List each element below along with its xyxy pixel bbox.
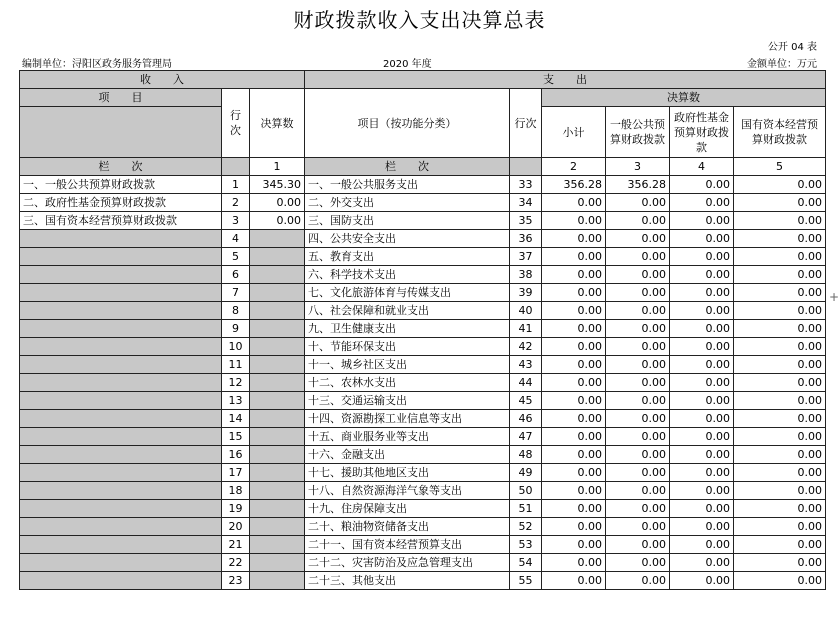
expense-item-cell: 二十三、其他支出	[305, 572, 510, 590]
amount-cell: 345.30	[250, 176, 305, 194]
state-cell: 0.00	[734, 500, 826, 518]
state-cell: 0.00	[734, 536, 826, 554]
table-row	[20, 320, 826, 338]
state-cell: 0.00	[734, 554, 826, 572]
row-number-cell: 16	[222, 446, 250, 464]
fund-cell: 0.00	[670, 356, 734, 374]
table-row	[20, 536, 826, 554]
row-number-cell: 8	[222, 302, 250, 320]
header-row-2	[20, 89, 826, 107]
row-number-cell: 2	[222, 194, 250, 212]
fund-cell: 0.00	[670, 302, 734, 320]
table-row	[20, 428, 826, 446]
general-cell: 0.00	[606, 212, 670, 230]
row-number-cell: 20	[222, 518, 250, 536]
income-item-cell	[20, 302, 222, 320]
amount-cell	[250, 572, 305, 590]
state-cell: 0.00	[734, 428, 826, 446]
general-cell: 0.00	[606, 302, 670, 320]
fund-cell: 0.00	[670, 482, 734, 500]
table-row	[20, 194, 826, 212]
general-cell: 0.00	[606, 554, 670, 572]
row-number-cell: 6	[222, 266, 250, 284]
fund-cell: 0.00	[670, 392, 734, 410]
general-cell: 0.00	[606, 572, 670, 590]
amount-cell	[250, 536, 305, 554]
subtotal-cell: 0.00	[542, 536, 606, 554]
row-number2-cell: 44	[510, 374, 542, 392]
item-header-fill	[20, 107, 222, 158]
income-item-cell	[20, 392, 222, 410]
income-item-cell	[20, 338, 222, 356]
amount-header: 决算数	[250, 89, 305, 158]
fund-cell: 0.00	[670, 338, 734, 356]
func-item-header: 项目（按功能分类）	[305, 89, 510, 158]
expense-item-cell: 七、文化旅游体育与传媒支出	[305, 284, 510, 302]
income-item-cell	[20, 374, 222, 392]
amount-cell	[250, 302, 305, 320]
table-code: 公开 04 表	[767, 42, 817, 53]
expense-item-cell: 十九、住房保障支出	[305, 500, 510, 518]
row-number2-cell: 43	[510, 356, 542, 374]
state-cell: 0.00	[734, 320, 826, 338]
general-cell: 0.00	[606, 338, 670, 356]
income-item-cell	[20, 446, 222, 464]
amount-cell	[250, 482, 305, 500]
row-number2-cell: 48	[510, 446, 542, 464]
col-1: 1	[250, 158, 305, 176]
expense-item-cell: 十二、农林水支出	[305, 374, 510, 392]
subtotal-cell: 0.00	[542, 302, 606, 320]
fund-cell: 0.00	[670, 446, 734, 464]
row-number-cell: 7	[222, 284, 250, 302]
general-cell: 0.00	[606, 446, 670, 464]
col-blank	[222, 158, 250, 176]
amount-cell	[250, 374, 305, 392]
row-number-cell: 4	[222, 230, 250, 248]
row-number2-cell: 37	[510, 248, 542, 266]
expense-item-cell: 十三、交通运输支出	[305, 392, 510, 410]
row-number-cell: 19	[222, 500, 250, 518]
table-row	[20, 266, 826, 284]
general-cell: 0.00	[606, 464, 670, 482]
final-group-header: 决算数	[542, 89, 826, 107]
income-item-cell	[20, 428, 222, 446]
expense-item-cell: 十七、援助其他地区支出	[305, 464, 510, 482]
table-row	[20, 176, 826, 194]
subtotal-cell: 0.00	[542, 338, 606, 356]
fund-cell: 0.00	[670, 176, 734, 194]
income-item-cell	[20, 554, 222, 572]
state-cell: 0.00	[734, 410, 826, 428]
subtotal-cell: 0.00	[542, 284, 606, 302]
general-cell: 0.00	[606, 194, 670, 212]
row-number2-cell: 55	[510, 572, 542, 590]
col-blank-2	[510, 158, 542, 176]
row-number-cell: 9	[222, 320, 250, 338]
state-cell: 0.00	[734, 518, 826, 536]
general-header: 一般公共预算财政拨款	[606, 107, 670, 158]
table-row	[20, 374, 826, 392]
income-item-cell: 二、政府性基金预算财政拨款	[20, 194, 222, 212]
subtotal-cell: 0.00	[542, 248, 606, 266]
subtotal-cell: 0.00	[542, 518, 606, 536]
state-cell: 0.00	[734, 266, 826, 284]
row-number-cell: 10	[222, 338, 250, 356]
header-row-1	[20, 71, 826, 89]
subtotal-cell: 0.00	[542, 266, 606, 284]
income-item-cell	[20, 320, 222, 338]
state-cell: 0.00	[734, 446, 826, 464]
col-4: 4	[670, 158, 734, 176]
income-item-cell: 一、一般公共预算财政拨款	[20, 176, 222, 194]
subtotal-cell: 0.00	[542, 572, 606, 590]
report-table	[19, 70, 826, 590]
general-cell: 0.00	[606, 428, 670, 446]
row-number2-cell: 54	[510, 554, 542, 572]
fund-cell: 0.00	[670, 284, 734, 302]
subtotal-cell: 0.00	[542, 392, 606, 410]
fund-cell: 0.00	[670, 572, 734, 590]
row-number2-cell: 35	[510, 212, 542, 230]
fund-header: 政府性基金预算财政拨款	[670, 107, 734, 158]
table-row	[20, 284, 826, 302]
table-row	[20, 302, 826, 320]
state-cell: 0.00	[734, 338, 826, 356]
expense-item-cell: 十五、商业服务业等支出	[305, 428, 510, 446]
row-number2-cell: 51	[510, 500, 542, 518]
table-row	[20, 500, 826, 518]
fund-cell: 0.00	[670, 230, 734, 248]
general-cell: 0.00	[606, 320, 670, 338]
table-row	[20, 356, 826, 374]
income-item-cell	[20, 464, 222, 482]
state-cell: 0.00	[734, 392, 826, 410]
table-row	[20, 572, 826, 590]
fund-cell: 0.00	[670, 410, 734, 428]
general-cell: 0.00	[606, 284, 670, 302]
fund-cell: 0.00	[670, 194, 734, 212]
income-item-cell: 三、国有资本经营预算财政拨款	[20, 212, 222, 230]
expense-item-cell: 十四、资源勘探工业信息等支出	[305, 410, 510, 428]
col-5: 5	[734, 158, 826, 176]
fund-cell: 0.00	[670, 554, 734, 572]
fund-cell: 0.00	[670, 374, 734, 392]
row-number-cell: 14	[222, 410, 250, 428]
state-cell: 0.00	[734, 464, 826, 482]
expense-item-cell: 五、教育支出	[305, 248, 510, 266]
expense-item-cell: 三、国防支出	[305, 212, 510, 230]
subtotal-cell: 0.00	[542, 212, 606, 230]
state-cell: 0.00	[734, 356, 826, 374]
expense-item-cell: 一、一般公共服务支出	[305, 176, 510, 194]
fund-cell: 0.00	[670, 500, 734, 518]
fund-cell: 0.00	[670, 536, 734, 554]
expense-item-cell: 十、节能环保支出	[305, 338, 510, 356]
table-row	[20, 518, 826, 536]
fund-cell: 0.00	[670, 212, 734, 230]
fund-cell: 0.00	[670, 266, 734, 284]
row-number-cell: 5	[222, 248, 250, 266]
table-row	[20, 212, 826, 230]
row-number-cell: 21	[222, 536, 250, 554]
amount-cell: 0.00	[250, 212, 305, 230]
state-cell: 0.00	[734, 482, 826, 500]
col-label-2: 栏 次	[305, 158, 510, 176]
expense-item-cell: 八、社会保障和就业支出	[305, 302, 510, 320]
general-cell: 0.00	[606, 482, 670, 500]
table-row	[20, 554, 826, 572]
table-row	[20, 410, 826, 428]
row-number2-cell: 40	[510, 302, 542, 320]
table-row	[20, 338, 826, 356]
subtotal-cell: 0.00	[542, 464, 606, 482]
income-header: 收 入	[20, 71, 305, 89]
table-row	[20, 464, 826, 482]
add-column-icon[interactable]: +	[828, 290, 839, 304]
expense-item-cell: 四、公共安全支出	[305, 230, 510, 248]
fund-cell: 0.00	[670, 320, 734, 338]
general-cell: 0.00	[606, 374, 670, 392]
compiling-unit: 编制单位：浔阳区政务服务管理局	[22, 59, 172, 70]
expense-item-cell: 十六、金融支出	[305, 446, 510, 464]
row-number-cell: 11	[222, 356, 250, 374]
row-number2-cell: 52	[510, 518, 542, 536]
fund-cell: 0.00	[670, 464, 734, 482]
table-row	[20, 446, 826, 464]
expense-item-cell: 十八、自然资源海洋气象等支出	[305, 482, 510, 500]
state-cell: 0.00	[734, 302, 826, 320]
expense-item-cell: 二十二、灾害防治及应急管理支出	[305, 554, 510, 572]
column-number-row	[20, 158, 826, 176]
row-number-cell: 1	[222, 176, 250, 194]
amount-cell	[250, 500, 305, 518]
subtotal-cell: 0.00	[542, 482, 606, 500]
row-number2-cell: 36	[510, 230, 542, 248]
amount-cell	[250, 338, 305, 356]
amount-cell	[250, 446, 305, 464]
amount-cell	[250, 248, 305, 266]
income-item-cell	[20, 518, 222, 536]
amount-cell	[250, 518, 305, 536]
expense-item-cell: 二、外交支出	[305, 194, 510, 212]
row-number2-cell: 45	[510, 392, 542, 410]
state-cell: 0.00	[734, 284, 826, 302]
state-cell: 0.00	[734, 212, 826, 230]
subtotal-header: 小计	[542, 107, 606, 158]
expense-item-cell: 二十、粮油物资储备支出	[305, 518, 510, 536]
income-item-cell	[20, 266, 222, 284]
row-number2-cell: 42	[510, 338, 542, 356]
col-label: 栏 次	[20, 158, 222, 176]
row-number-cell: 13	[222, 392, 250, 410]
amount-cell	[250, 284, 305, 302]
general-cell: 0.00	[606, 356, 670, 374]
state-cell: 0.00	[734, 230, 826, 248]
general-cell: 356.28	[606, 176, 670, 194]
subtotal-cell: 0.00	[542, 446, 606, 464]
state-cell: 0.00	[734, 374, 826, 392]
general-cell: 0.00	[606, 392, 670, 410]
general-cell: 0.00	[606, 536, 670, 554]
income-item-cell	[20, 284, 222, 302]
general-cell: 0.00	[606, 410, 670, 428]
subtotal-cell: 0.00	[542, 410, 606, 428]
table-row	[20, 248, 826, 266]
amount-cell	[250, 356, 305, 374]
subtotal-cell: 0.00	[542, 194, 606, 212]
expense-item-cell: 六、科学技术支出	[305, 266, 510, 284]
subtotal-cell: 0.00	[542, 374, 606, 392]
general-cell: 0.00	[606, 518, 670, 536]
row-number2-cell: 49	[510, 464, 542, 482]
item-header: 项 目	[20, 89, 222, 107]
row-number2-cell: 38	[510, 266, 542, 284]
fund-cell: 0.00	[670, 518, 734, 536]
report-year: 2020 年度	[383, 59, 432, 70]
amount-cell	[250, 554, 305, 572]
subtotal-cell: 0.00	[542, 428, 606, 446]
subtotal-cell: 0.00	[542, 230, 606, 248]
row-number2-cell: 46	[510, 410, 542, 428]
amount-cell	[250, 266, 305, 284]
expense-item-cell: 九、卫生健康支出	[305, 320, 510, 338]
income-item-cell	[20, 572, 222, 590]
row-no2-header: 行次	[510, 89, 542, 158]
row-number-cell: 22	[222, 554, 250, 572]
income-item-cell	[20, 356, 222, 374]
amount-cell: 0.00	[250, 194, 305, 212]
amount-cell	[250, 428, 305, 446]
row-number2-cell: 34	[510, 194, 542, 212]
row-number-cell: 17	[222, 464, 250, 482]
row-number2-cell: 47	[510, 428, 542, 446]
expense-item-cell: 二十一、国有资本经营预算支出	[305, 536, 510, 554]
amount-cell	[250, 392, 305, 410]
subtotal-cell: 356.28	[542, 176, 606, 194]
state-header: 国有资本经营预算财政拨款	[734, 107, 826, 158]
subtotal-cell: 0.00	[542, 554, 606, 572]
state-cell: 0.00	[734, 248, 826, 266]
income-item-cell	[20, 410, 222, 428]
col-3: 3	[606, 158, 670, 176]
row-number2-cell: 50	[510, 482, 542, 500]
expense-header: 支 出	[305, 71, 826, 89]
table-row	[20, 230, 826, 248]
fund-cell: 0.00	[670, 428, 734, 446]
row-number2-cell: 41	[510, 320, 542, 338]
currency-unit: 金额单位：万元	[747, 59, 817, 70]
state-cell: 0.00	[734, 194, 826, 212]
row-no-header: 行次	[222, 89, 250, 158]
subtotal-cell: 0.00	[542, 500, 606, 518]
general-cell: 0.00	[606, 248, 670, 266]
fund-cell: 0.00	[670, 248, 734, 266]
income-item-cell	[20, 482, 222, 500]
general-cell: 0.00	[606, 230, 670, 248]
general-cell: 0.00	[606, 266, 670, 284]
amount-cell	[250, 230, 305, 248]
amount-cell	[250, 320, 305, 338]
state-cell: 0.00	[734, 176, 826, 194]
income-item-cell	[20, 500, 222, 518]
table-row	[20, 392, 826, 410]
table-row	[20, 482, 826, 500]
row-number-cell: 23	[222, 572, 250, 590]
income-item-cell	[20, 536, 222, 554]
row-number2-cell: 39	[510, 284, 542, 302]
state-cell: 0.00	[734, 572, 826, 590]
report-title: 财政拨款收入支出决算总表	[293, 8, 546, 32]
general-cell: 0.00	[606, 500, 670, 518]
subtotal-cell: 0.00	[542, 320, 606, 338]
amount-cell	[250, 464, 305, 482]
subtotal-cell: 0.00	[542, 356, 606, 374]
amount-cell	[250, 410, 305, 428]
col-2: 2	[542, 158, 606, 176]
row-number-cell: 12	[222, 374, 250, 392]
row-number2-cell: 53	[510, 536, 542, 554]
income-item-cell	[20, 248, 222, 266]
row-number-cell: 15	[222, 428, 250, 446]
income-item-cell	[20, 230, 222, 248]
row-number-cell: 3	[222, 212, 250, 230]
row-number-cell: 18	[222, 482, 250, 500]
expense-item-cell: 十一、城乡社区支出	[305, 356, 510, 374]
row-number2-cell: 33	[510, 176, 542, 194]
